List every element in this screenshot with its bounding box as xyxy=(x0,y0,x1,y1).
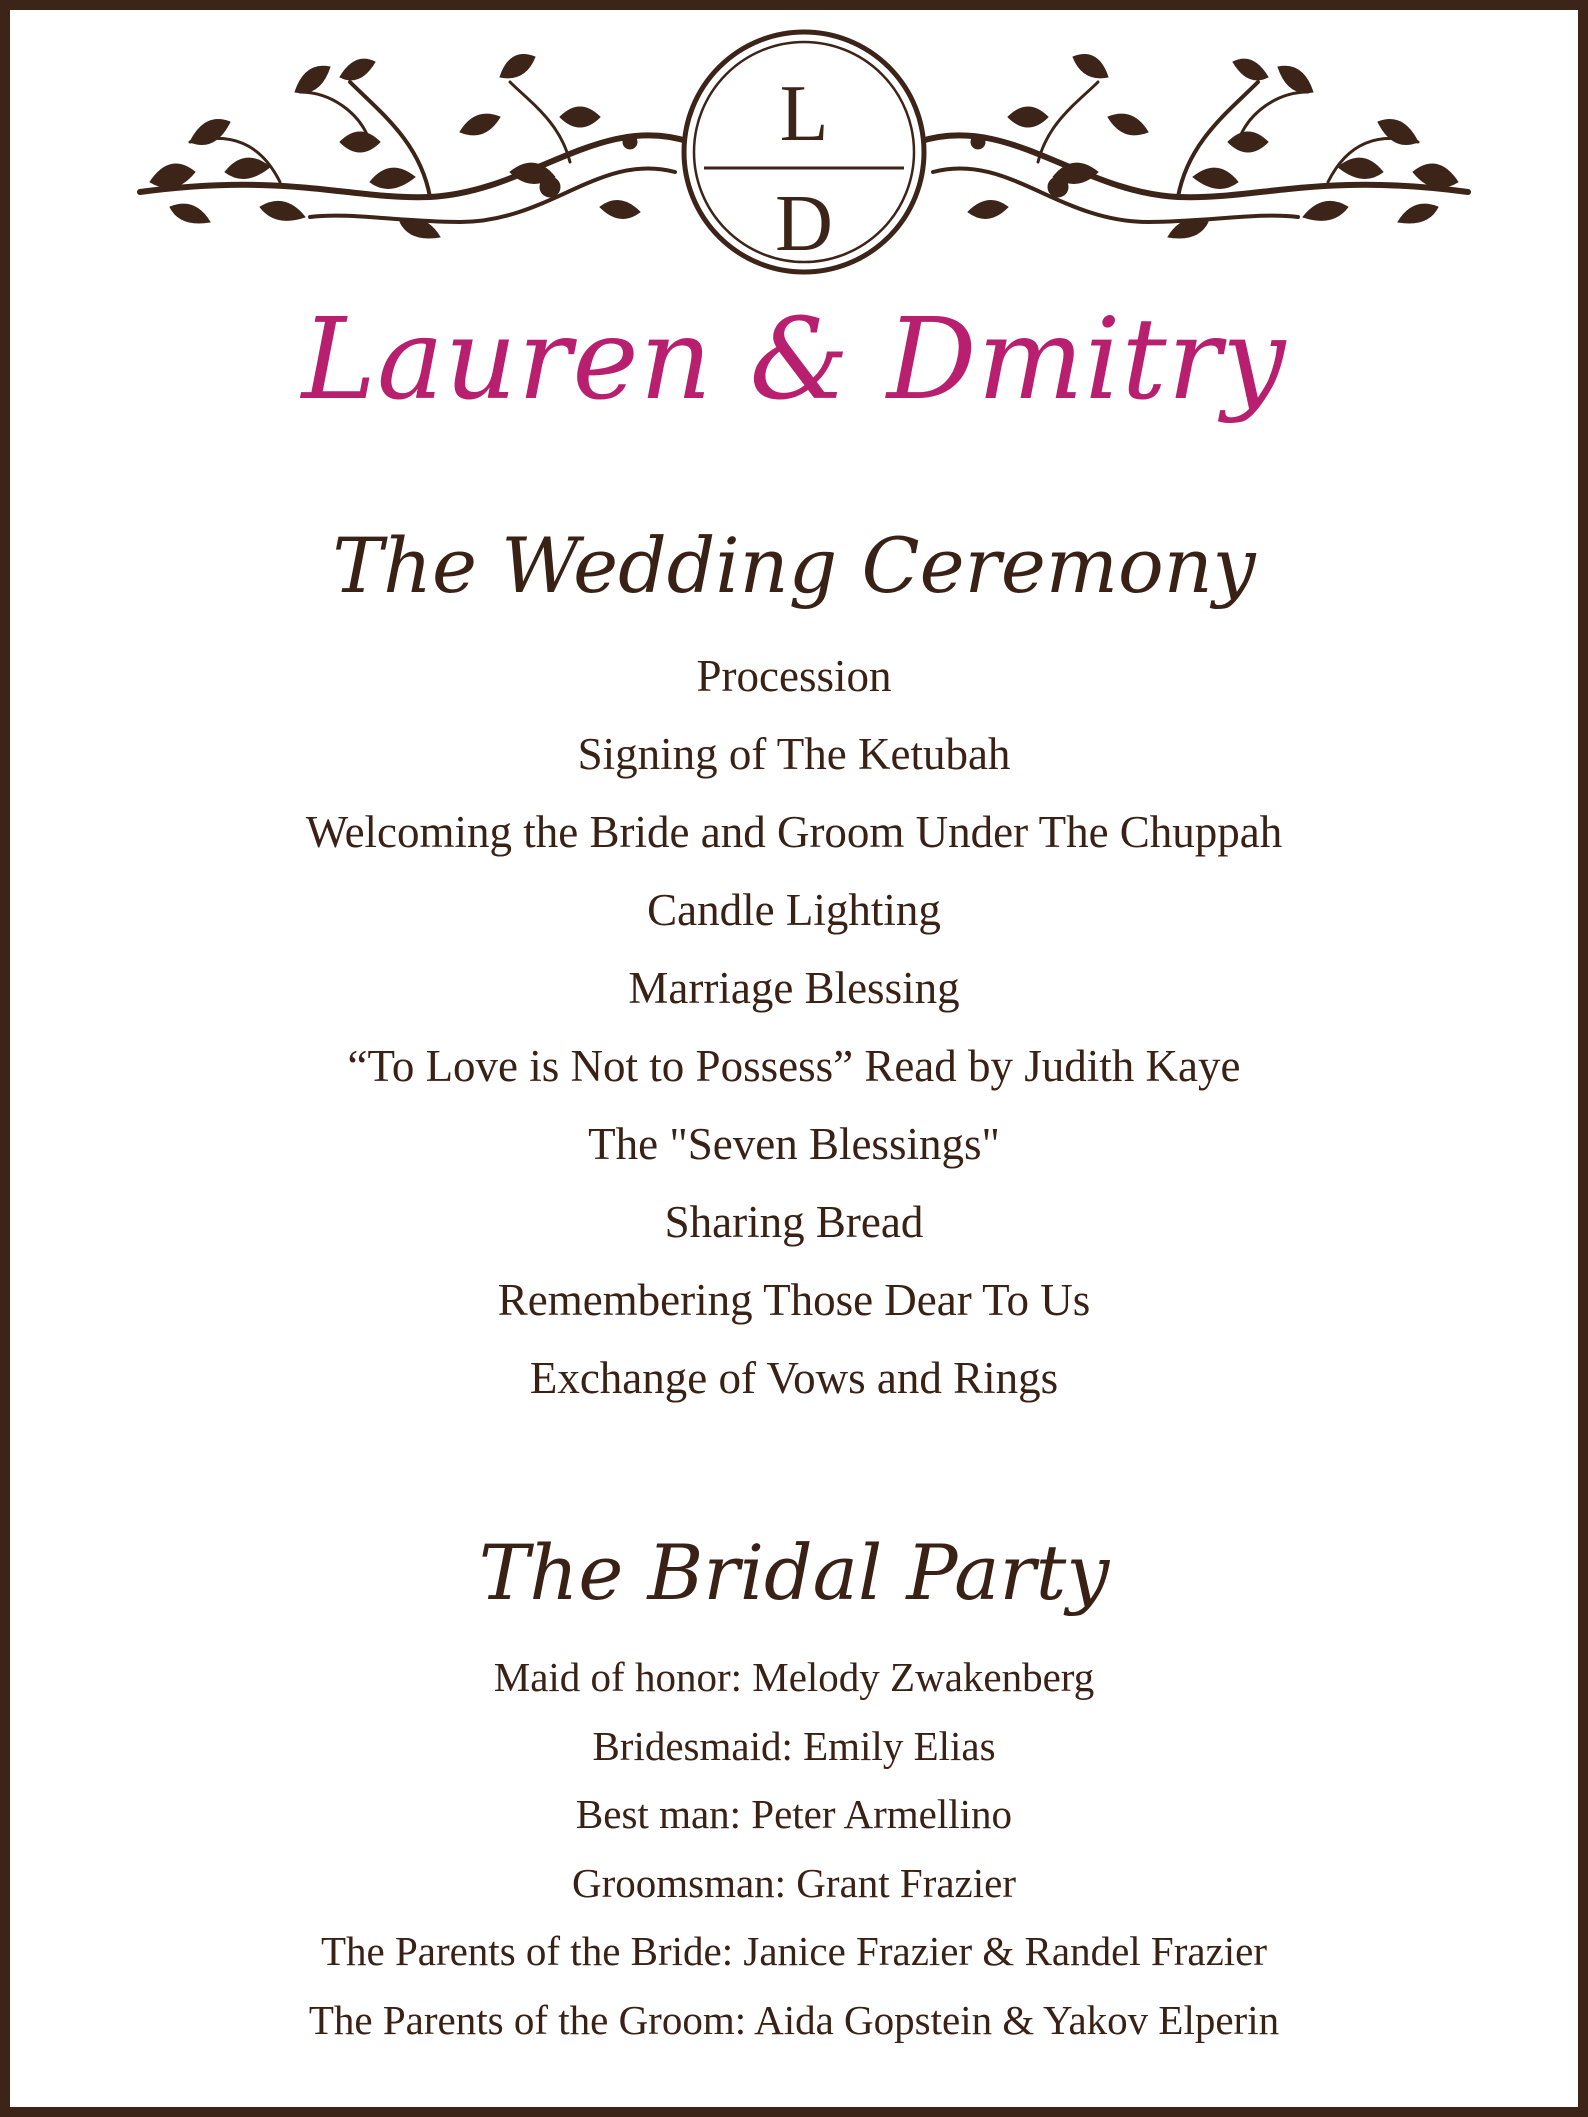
bridal-party-member: The Parents of the Groom: Aida Gopstein & Yakov Elperin xyxy=(308,1996,1280,2043)
monogram-bottom-letter: D xyxy=(775,180,833,268)
ceremony-item: Marriage Blessing xyxy=(628,963,960,1013)
bridal-party-title: The Bridal Party xyxy=(478,1528,1110,1617)
ceremony-item: The "Seven Blessings" xyxy=(588,1119,1000,1169)
floral-monogram-header xyxy=(130,22,1478,282)
bridal-party-member: Groomsman: Grant Frazier xyxy=(571,1859,1017,1906)
bridal-party-member: Maid of honor: Melody Zwakenberg xyxy=(493,1654,1095,1700)
bridal-party-member: Best man: Peter Armellino xyxy=(575,1791,1013,1837)
ceremony-item: Welcoming the Bride and Groom Under The Chuppah xyxy=(305,807,1283,857)
ceremony-item: Remembering Those Dear To Us xyxy=(497,1275,1091,1325)
ceremony-item: Signing of The Ketubah xyxy=(577,729,1011,779)
bridal-party-list xyxy=(10,1646,1578,2057)
ceremony-item: Sharing Bread xyxy=(664,1197,924,1247)
ceremony-order-list xyxy=(10,642,1578,1422)
bridal-party-member: Bridesmaid: Emily Elias xyxy=(592,1722,996,1769)
ceremony-title: The Wedding Ceremony xyxy=(332,521,1256,610)
ceremony-item: Candle Lighting xyxy=(647,885,941,935)
monogram-top-letter: L xyxy=(779,70,829,158)
ceremony-item: “To Love is Not to Possess” Read by Judith Kaye xyxy=(347,1041,1241,1091)
floral-ornament-icon xyxy=(130,22,1478,282)
ceremony-item: Procession xyxy=(696,651,892,701)
bridal-party-member: The Parents of the Bride: Janice Frazier & Randel Frazier xyxy=(320,1928,1268,1974)
couple-names: Lauren & Dmitry xyxy=(301,295,1287,425)
ceremony-item: Exchange of Vows and Rings xyxy=(529,1353,1059,1403)
